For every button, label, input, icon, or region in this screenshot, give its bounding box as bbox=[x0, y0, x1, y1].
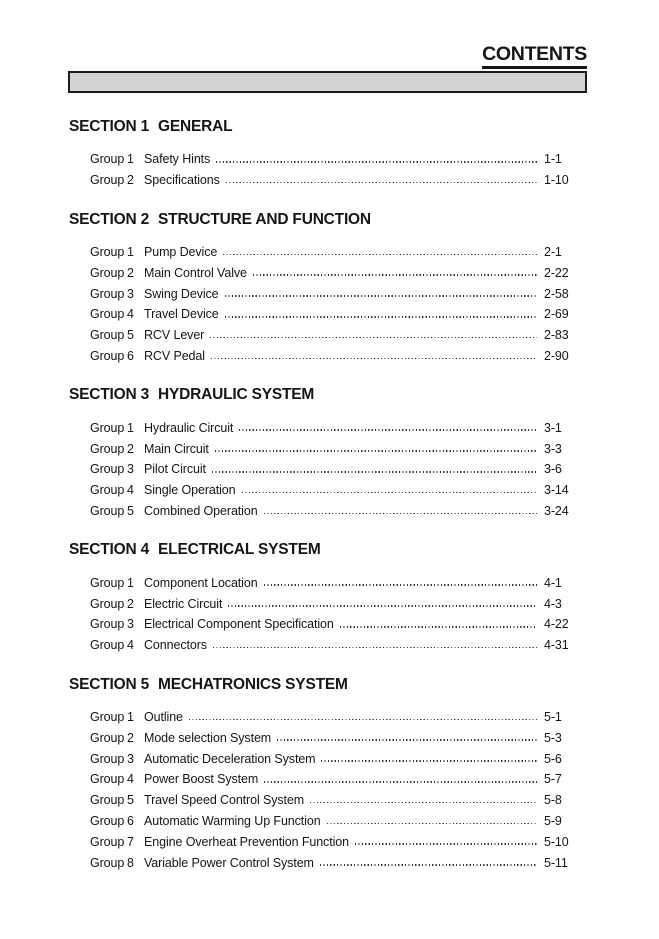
group-word: Group bbox=[90, 328, 125, 343]
group-number: 1 bbox=[127, 709, 134, 724]
dot-leader bbox=[215, 450, 537, 452]
page-number: 2-69 bbox=[544, 307, 569, 322]
group-number: 2 bbox=[127, 730, 134, 745]
group-word: Group bbox=[90, 617, 125, 632]
group-title: Outline bbox=[144, 709, 183, 724]
group-word: Group bbox=[90, 772, 125, 787]
group-word: Group bbox=[90, 348, 125, 363]
group-word: Group bbox=[90, 286, 125, 301]
group-number: 2 bbox=[127, 265, 134, 280]
section-heading bbox=[69, 386, 587, 403]
dot-leader bbox=[310, 802, 537, 804]
group-word: Group bbox=[90, 855, 125, 870]
toc-entry bbox=[68, 170, 587, 191]
page-number: 4-22 bbox=[544, 617, 569, 632]
page-title: CONTENTS bbox=[482, 44, 587, 69]
dot-leader bbox=[320, 864, 537, 866]
section-label: SECTION 4 bbox=[69, 541, 150, 559]
group-number: 3 bbox=[127, 751, 134, 766]
dot-leader bbox=[212, 471, 537, 473]
page-number: 1-1 bbox=[544, 152, 562, 167]
toc-entry bbox=[68, 304, 587, 325]
page-number: 5-3 bbox=[544, 730, 562, 745]
group-title: Travel Speed Control System bbox=[144, 793, 305, 808]
group-word: Group bbox=[90, 751, 125, 766]
group-title: Mode selection System bbox=[144, 730, 272, 745]
group-number: 2 bbox=[127, 596, 134, 611]
group-word: Group bbox=[90, 441, 125, 456]
group-word: Group bbox=[90, 307, 125, 322]
group-title: RCV Pedal bbox=[144, 348, 205, 363]
page-number: 3-6 bbox=[544, 462, 562, 477]
group-number: 4 bbox=[127, 638, 134, 653]
group-word: Group bbox=[90, 575, 125, 590]
header-rule-bar bbox=[68, 71, 587, 93]
group-title: Safety Hints bbox=[144, 152, 211, 167]
dot-leader bbox=[355, 843, 537, 845]
page-number: 3-14 bbox=[544, 483, 569, 498]
group-title: Electrical Component Specification bbox=[144, 617, 334, 632]
dot-leader bbox=[264, 584, 537, 586]
page-number: 5-1 bbox=[544, 709, 562, 724]
section-name: ELECTRICAL SYSTEM bbox=[158, 541, 321, 559]
page-number: 2-1 bbox=[544, 244, 562, 259]
page-number: 4-3 bbox=[544, 596, 562, 611]
toc-entry bbox=[68, 417, 587, 438]
group-title: Specifications bbox=[144, 173, 220, 188]
dot-leader bbox=[239, 429, 537, 431]
group-number: 1 bbox=[127, 244, 134, 259]
toc-section bbox=[68, 386, 587, 521]
group-list bbox=[68, 572, 587, 655]
group-word: Group bbox=[90, 244, 125, 259]
dot-leader bbox=[216, 161, 537, 163]
group-word: Group bbox=[90, 173, 125, 188]
toc-entry bbox=[68, 831, 587, 852]
toc-entry bbox=[68, 480, 587, 501]
dot-leader bbox=[327, 823, 537, 825]
toc-entry bbox=[68, 707, 587, 728]
group-word: Group bbox=[90, 483, 125, 498]
toc-entry bbox=[68, 283, 587, 304]
group-word: Group bbox=[90, 813, 125, 828]
section-label: SECTION 5 bbox=[69, 675, 150, 693]
group-title: Main Control Valve bbox=[144, 265, 247, 280]
toc-entry bbox=[68, 459, 587, 480]
dot-leader bbox=[340, 626, 537, 628]
toc-entry bbox=[68, 614, 587, 635]
section-name: MECHATRONICS SYSTEM bbox=[158, 675, 348, 693]
group-list bbox=[68, 242, 587, 367]
group-number: 3 bbox=[127, 617, 134, 632]
section-label: SECTION 2 bbox=[69, 210, 150, 228]
group-number: 3 bbox=[127, 462, 134, 477]
page-number: 4-1 bbox=[544, 575, 562, 590]
toc-entry bbox=[68, 325, 587, 346]
group-title: Variable Power Control System bbox=[144, 855, 314, 870]
group-word: Group bbox=[90, 730, 125, 745]
section-heading bbox=[69, 541, 587, 558]
group-title: Hydraulic Circuit bbox=[144, 420, 234, 435]
group-title: Engine Overheat Prevention Function bbox=[144, 834, 349, 849]
dot-leader bbox=[277, 739, 537, 741]
dot-leader bbox=[213, 647, 537, 649]
section-label: SECTION 1 bbox=[69, 118, 150, 135]
group-title: Electric Circuit bbox=[144, 596, 223, 611]
page-number: 3-1 bbox=[544, 420, 562, 435]
group-number: 8 bbox=[127, 855, 134, 870]
page-number: 2-22 bbox=[544, 265, 569, 280]
group-title: Pilot Circuit bbox=[144, 462, 206, 477]
group-number: 4 bbox=[127, 772, 134, 787]
group-list bbox=[68, 707, 587, 873]
group-word: Group bbox=[90, 152, 125, 167]
group-title: Automatic Warming Up Function bbox=[144, 813, 321, 828]
group-word: Group bbox=[90, 596, 125, 611]
toc-entry bbox=[68, 727, 587, 748]
toc-entry bbox=[68, 811, 587, 832]
toc-entry bbox=[68, 572, 587, 593]
page-number: 5-6 bbox=[544, 751, 562, 766]
group-title: Automatic Deceleration System bbox=[144, 751, 316, 766]
group-title: Travel Device bbox=[144, 307, 219, 322]
page-number: 2-83 bbox=[544, 328, 569, 343]
dot-leader bbox=[264, 513, 537, 515]
group-number: 6 bbox=[127, 813, 134, 828]
group-word: Group bbox=[90, 420, 125, 435]
toc-entry bbox=[68, 593, 587, 614]
page-number: 5-7 bbox=[544, 772, 562, 787]
page-number: 2-90 bbox=[544, 348, 569, 363]
group-word: Group bbox=[90, 709, 125, 724]
section-name: GENERAL bbox=[158, 118, 233, 135]
toc-entry bbox=[68, 262, 587, 283]
group-title: Combined Operation bbox=[144, 503, 258, 518]
dot-leader bbox=[225, 316, 537, 318]
page-number: 3-24 bbox=[544, 503, 569, 518]
group-list bbox=[68, 417, 587, 521]
group-number: 1 bbox=[127, 575, 134, 590]
group-word: Group bbox=[90, 265, 125, 280]
toc-entry bbox=[68, 769, 587, 790]
toc-entry bbox=[68, 748, 587, 769]
toc-entry bbox=[68, 438, 587, 459]
dot-leader bbox=[253, 274, 537, 276]
group-number: 1 bbox=[127, 420, 134, 435]
dot-leader bbox=[242, 492, 537, 494]
dot-leader bbox=[189, 719, 537, 721]
toc-entry bbox=[68, 149, 587, 170]
group-word: Group bbox=[90, 834, 125, 849]
dot-leader bbox=[210, 337, 537, 339]
page-number: 5-11 bbox=[544, 855, 568, 870]
group-title: Pump Device bbox=[144, 244, 218, 259]
page-number: 5-9 bbox=[544, 813, 562, 828]
group-number: 7 bbox=[127, 834, 134, 849]
dot-leader bbox=[228, 605, 537, 607]
page-number: 3-3 bbox=[544, 441, 562, 456]
toc-entry bbox=[68, 790, 587, 811]
dot-leader bbox=[223, 254, 537, 256]
group-list bbox=[68, 149, 587, 191]
section-name: STRUCTURE AND FUNCTION bbox=[158, 210, 371, 228]
group-title: Single Operation bbox=[144, 483, 236, 498]
group-word: Group bbox=[90, 638, 125, 653]
page-number: 2-58 bbox=[544, 286, 569, 301]
group-number: 6 bbox=[127, 348, 134, 363]
dot-leader bbox=[226, 182, 537, 184]
dot-leader bbox=[321, 760, 537, 762]
group-word: Group bbox=[90, 793, 125, 808]
group-number: 2 bbox=[127, 173, 134, 188]
group-word: Group bbox=[90, 503, 125, 518]
toc-entry bbox=[68, 346, 587, 367]
dot-leader bbox=[225, 295, 537, 297]
section-heading bbox=[69, 676, 587, 693]
group-title: Swing Device bbox=[144, 286, 219, 301]
section-heading bbox=[69, 211, 587, 228]
group-number: 5 bbox=[127, 503, 134, 518]
group-number: 5 bbox=[127, 328, 134, 343]
toc-sections bbox=[68, 118, 587, 873]
group-word: Group bbox=[90, 462, 125, 477]
page-number: 1-10 bbox=[544, 173, 569, 188]
toc-section bbox=[68, 118, 587, 191]
page-number: 4-31 bbox=[544, 638, 569, 653]
group-title: RCV Lever bbox=[144, 328, 205, 343]
group-number: 3 bbox=[127, 286, 134, 301]
group-number: 2 bbox=[127, 441, 134, 456]
page-number: 5-8 bbox=[544, 793, 562, 808]
group-title: Power Boost System bbox=[144, 772, 259, 787]
page-number: 5-10 bbox=[544, 834, 569, 849]
toc-entry bbox=[68, 501, 587, 522]
group-number: 1 bbox=[127, 152, 134, 167]
group-number: 4 bbox=[127, 483, 134, 498]
title-row bbox=[68, 44, 587, 69]
group-title: Main Circuit bbox=[144, 441, 209, 456]
toc-entry bbox=[68, 242, 587, 263]
dot-leader bbox=[264, 781, 537, 783]
group-title: Component Location bbox=[144, 575, 258, 590]
section-name: HYDRAULIC SYSTEM bbox=[158, 386, 315, 404]
section-heading bbox=[69, 118, 587, 135]
toc-section bbox=[68, 211, 587, 367]
toc-entry bbox=[68, 852, 587, 873]
group-title: Connectors bbox=[144, 638, 207, 653]
toc-section bbox=[68, 676, 587, 873]
toc-section bbox=[68, 541, 587, 655]
dot-leader bbox=[211, 358, 537, 360]
group-number: 4 bbox=[127, 307, 134, 322]
group-number: 5 bbox=[127, 793, 134, 808]
toc-entry bbox=[68, 635, 587, 656]
section-label: SECTION 3 bbox=[69, 386, 150, 404]
